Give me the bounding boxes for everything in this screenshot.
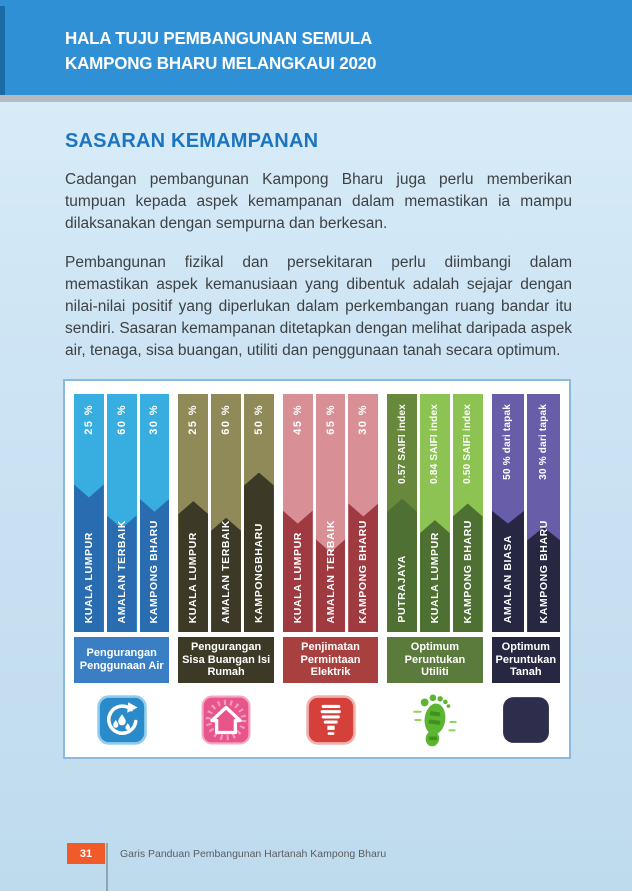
chart-group xyxy=(178,394,273,753)
page-title-line1: HALA TUJU PEMBANGUNAN SEMULA xyxy=(65,28,373,48)
bar-value-label: 50 % xyxy=(252,404,265,435)
bar-name-label: KAMPONG BHARU xyxy=(537,519,550,623)
bar-value-wrap xyxy=(244,404,274,435)
chart-bar xyxy=(316,394,346,632)
bar-name-label: AMALAN TERBAIK xyxy=(324,519,337,623)
category-label: Penjimatan Permintaan Elektrik xyxy=(283,637,378,683)
header-divider xyxy=(0,95,632,102)
category-label: Optimum Peruntukan Utiliti xyxy=(387,637,482,683)
land-icon xyxy=(492,687,560,753)
bar-name-wrap xyxy=(107,520,137,623)
sustainability-targets-chart xyxy=(63,379,571,759)
bar-name-wrap xyxy=(140,520,170,623)
bar-value-wrap xyxy=(492,404,525,480)
bar-value-label: 30 % xyxy=(357,404,370,435)
chart-bar xyxy=(107,394,137,632)
chart-bar xyxy=(283,394,313,632)
bar-value-label: 45 % xyxy=(291,404,304,435)
bar-name-wrap xyxy=(420,532,450,623)
bar-name-label: KAMPONG BHARU xyxy=(148,519,161,623)
bar-value-wrap xyxy=(283,404,313,435)
bar-name-wrap xyxy=(527,520,560,623)
section-heading: SASARAN KEMAMPANAN xyxy=(65,130,319,152)
category-label: Pengurangan Sisa Buangan Isi Rumah xyxy=(178,637,273,683)
bar-name-wrap xyxy=(453,520,483,623)
footer-text: Garis Panduan Pembangunan Hartanah Kampong Bharu xyxy=(120,848,387,860)
bar-value-wrap xyxy=(527,404,560,480)
bar-value-wrap xyxy=(140,404,170,435)
bar-name-label: KUALA LUMPUR xyxy=(82,531,95,623)
chart-bar xyxy=(453,394,483,632)
page-title-line2: KAMPONG BHARU MELANGKAUI 2020 xyxy=(65,52,377,73)
bar-name-label: KUALA LUMPUR xyxy=(291,531,304,623)
page-title xyxy=(65,26,576,75)
chart-bars xyxy=(283,394,378,632)
footer-divider-line xyxy=(106,843,108,891)
chart-bar xyxy=(420,394,450,632)
green-footprint-icon xyxy=(387,687,482,753)
bar-name-wrap xyxy=(283,532,313,623)
chart-bar xyxy=(527,394,560,632)
bar-value-label: 25 % xyxy=(187,404,200,435)
bar-value-label: 60 % xyxy=(115,404,128,435)
chart-bars xyxy=(178,394,273,632)
paragraph-1: Cadangan pembangunan Kampong Bharu juga perlu memberikan tumpuan kepada aspek kemampanan dalam memastikan ia mampu dilaksanakan dengan sempurna dan berkesan. xyxy=(65,171,572,232)
bar-value-label: 0.84 SAIFI index xyxy=(429,404,441,484)
bar-value-label: 50 % dari tapak xyxy=(502,404,514,480)
bar-name-wrap xyxy=(492,535,525,623)
bar-name-wrap xyxy=(244,523,274,623)
bar-value-wrap xyxy=(107,404,137,435)
chart-group xyxy=(283,394,378,753)
chart-group xyxy=(387,394,482,753)
category-label: Optimum Peruntukan Tanah xyxy=(492,637,560,683)
bar-value-wrap xyxy=(420,404,450,484)
bar-name-wrap xyxy=(387,555,417,623)
bar-value-wrap xyxy=(178,404,208,435)
bar-value-label: 0.57 SAIFI index xyxy=(396,404,408,484)
bar-value-label: 30 % dari tapak xyxy=(538,404,550,480)
chart-groups xyxy=(74,394,560,753)
bar-name-wrap xyxy=(348,520,378,623)
bar-name-label: PUTRAJAYA xyxy=(396,555,409,623)
bar-value-label: 0.50 SAIFI index xyxy=(462,404,474,484)
chart-bar xyxy=(178,394,208,632)
bar-name-label: KAMPONGBHARU xyxy=(252,523,265,623)
page-header xyxy=(0,0,632,95)
chart-bar xyxy=(387,394,417,632)
bar-name-label: KAMPONG BHARU xyxy=(461,519,474,623)
chart-bar xyxy=(492,394,525,632)
energy-bulb-icon xyxy=(283,687,378,753)
category-label: Pengurangan Penggunaan Air xyxy=(74,637,169,683)
house-icon xyxy=(178,687,273,753)
bar-value-wrap xyxy=(316,404,346,435)
chart-bar xyxy=(74,394,104,632)
chart-bar xyxy=(244,394,274,632)
chart-group xyxy=(74,394,169,753)
bar-name-label: KUALA LUMPUR xyxy=(428,531,441,623)
page-number-badge: 31 xyxy=(67,843,105,864)
bar-name-label: KAMPONG BHARU xyxy=(357,519,370,623)
chart-bars xyxy=(387,394,482,632)
bar-name-label: AMALAN BIASA xyxy=(501,534,514,623)
chart-bar xyxy=(348,394,378,632)
chart-bars xyxy=(492,394,560,632)
chart-group xyxy=(492,394,560,753)
chart-bar xyxy=(211,394,241,632)
bar-name-label: KUALA LUMPUR xyxy=(187,531,200,623)
water-recycle-icon xyxy=(74,687,169,753)
bar-name-wrap xyxy=(316,520,346,623)
page-body xyxy=(0,102,632,759)
bar-value-label: 60 % xyxy=(220,404,233,435)
bar-value-wrap xyxy=(74,404,104,435)
chart-bar xyxy=(140,394,170,632)
chart-bars xyxy=(74,394,169,632)
bar-value-wrap xyxy=(348,404,378,435)
bar-value-label: 30 % xyxy=(148,404,161,435)
bar-value-wrap xyxy=(387,404,417,484)
bar-name-wrap xyxy=(74,532,104,623)
bar-name-wrap xyxy=(178,532,208,623)
paragraph-2: Pembangunan fizikal dan persekitaran perlu diimbangi dalam memastikan aspek kemanusiaan yang dibentuk adalah sejajar dengan nilai-nilai positif yang diperlukan dalam perkembangan ruang bandar itu sendiri. Sasaran kemampanan ditetapkan dengan melihat daripada aspek air, tenaga, sisa buangan, utiliti dan penggunaan tanah secara optimum. xyxy=(65,254,572,359)
bar-value-wrap xyxy=(211,404,241,435)
bar-value-label: 25 % xyxy=(82,404,95,435)
bar-value-label: 65 % xyxy=(324,404,337,435)
bar-name-wrap xyxy=(211,520,241,623)
bar-name-label: AMALAN TERBAIK xyxy=(115,519,128,623)
bar-value-wrap xyxy=(453,404,483,484)
bar-name-label: AMALAN TERBAIK xyxy=(220,519,233,623)
header-left-accent xyxy=(0,6,5,95)
